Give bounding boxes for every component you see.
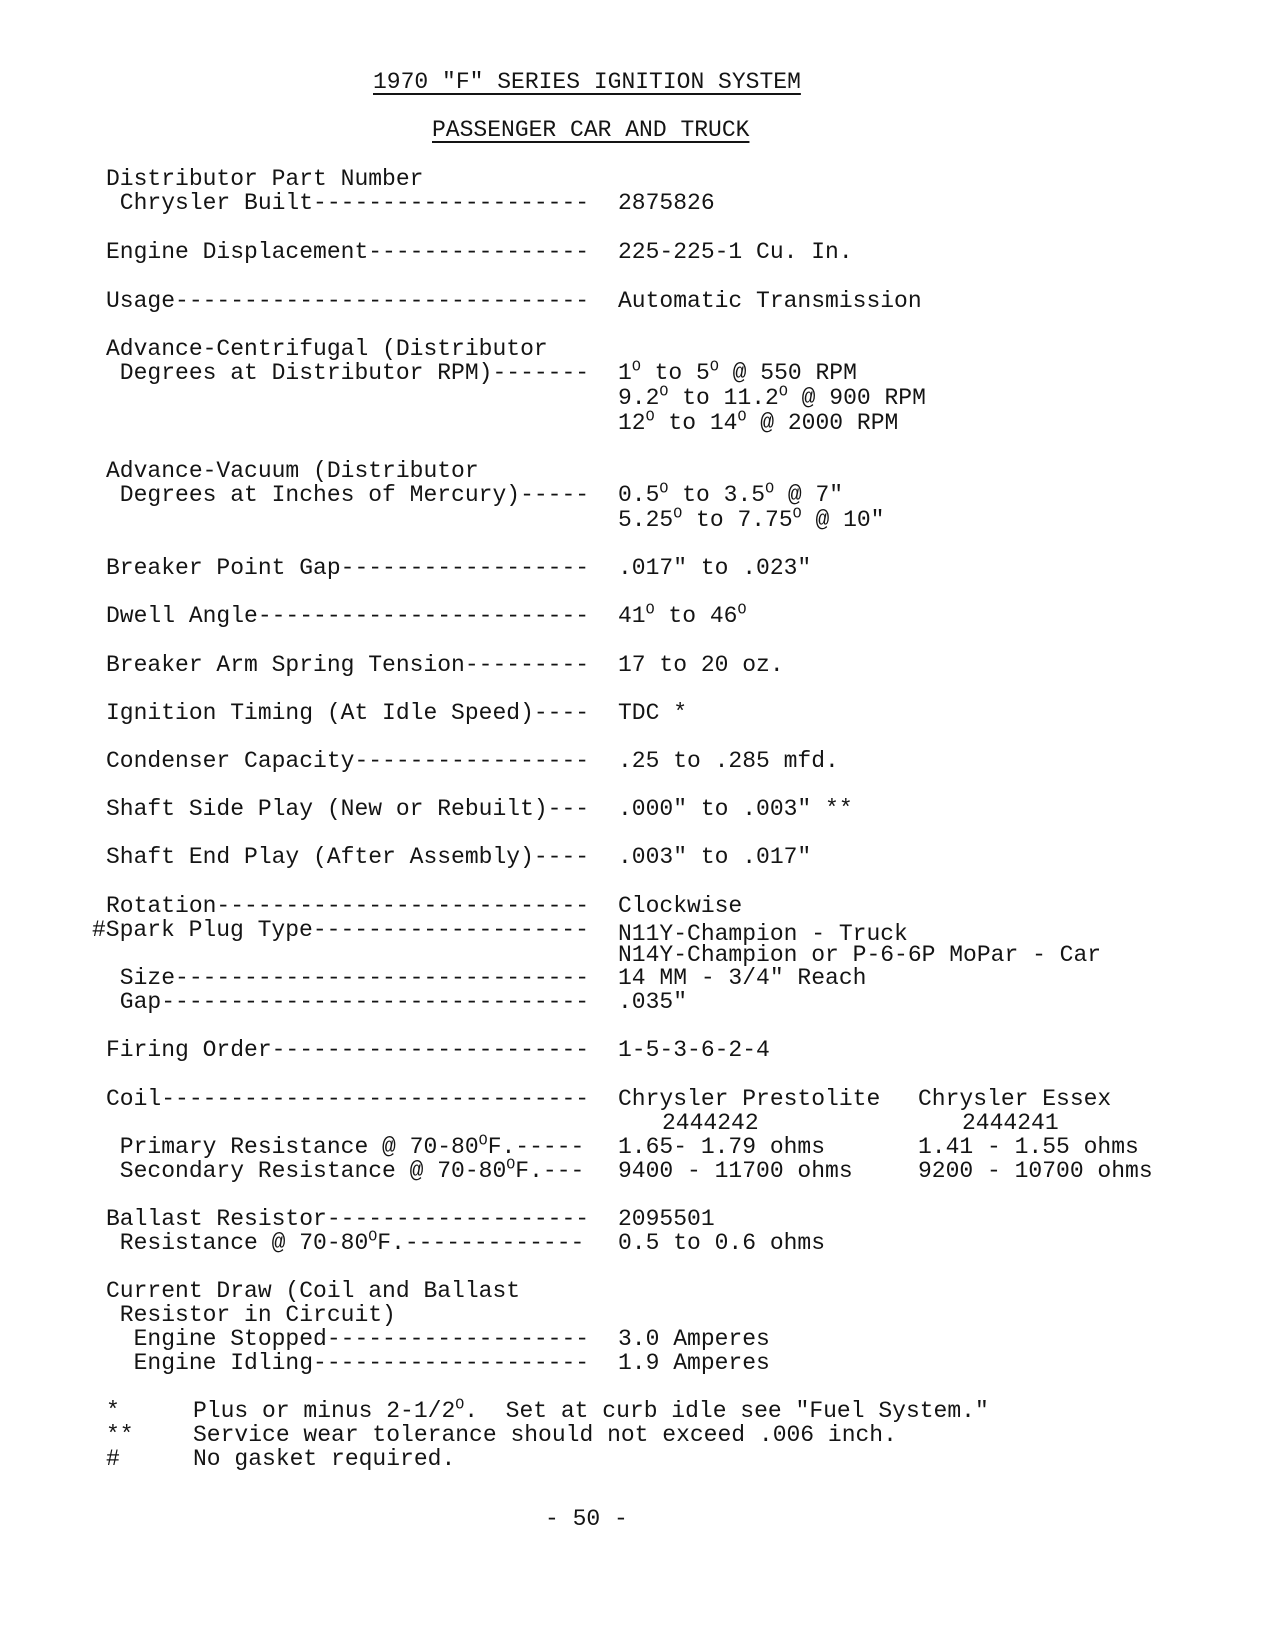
condenser-label: Condenser Capacity----------------- — [106, 748, 590, 774]
plug-gap-value: .035" — [618, 989, 688, 1015]
distributor-value: 2875826 — [618, 190, 715, 216]
breaker-gap-value: .017" to .023" — [618, 555, 812, 581]
secondary-resistance-label: Secondary Resistance @ $70-80^OF.---$ — [106, 1156, 585, 1184]
rotation-label: Rotation--------------------------- — [106, 893, 590, 919]
footnote-3-mark: # — [106, 1446, 120, 1472]
advance-vacuum-sub-label: Degrees at Inches of Mercury)----- — [106, 482, 590, 508]
current-draw-label: Current Draw (Coil and Ballast — [106, 1278, 521, 1304]
page-title: 1970 "F" SERIES IGNITION SYSTEM — [373, 69, 801, 95]
ballast-resistance-label: Resistance @ $70-80^OF.-------------$ — [106, 1228, 585, 1256]
usage-value: Automatic Transmission — [618, 288, 922, 314]
spring-tension-label: Breaker Arm Spring Tension--------- — [106, 652, 590, 678]
firing-order-value: 1-5-3-6-2-4 — [618, 1037, 770, 1063]
advance-centrifugal-value-1: $1^O$ to $5^O$ @ 550 RPM — [618, 358, 857, 386]
condenser-value: .25 to .285 mfd. — [618, 748, 839, 774]
secondary-resistance-value-essex: 9200 - 10700 ohms — [918, 1158, 1153, 1184]
distributor-sub-label: Chrysler Built-------------------- — [106, 190, 590, 216]
ballast-resistance-value: 0.5 to 0.6 ohms — [618, 1230, 826, 1256]
end-play-label: Shaft End Play (After Assembly)---- — [106, 844, 590, 870]
distributor-label: Distributor Part Number — [106, 166, 424, 192]
plug-size-value: 14 MM - 3/4" Reach — [618, 965, 867, 991]
primary-resistance-label: Primary Resistance @ $70-80^OF.-----$ — [106, 1132, 585, 1160]
spark-plug-value-truck: N11Y-Champion - Truck — [618, 921, 908, 947]
spring-tension-value: 17 to 20 oz. — [618, 652, 784, 678]
plug-size-label: Size------------------------------ — [106, 965, 590, 991]
footnote-1-mark: * — [106, 1398, 120, 1424]
spark-plug-value-car: N14Y-Champion or P-6-6P MoPar - Car — [618, 942, 1102, 968]
side-play-label: Shaft Side Play (New or Rebuilt)--- — [106, 796, 590, 822]
advance-centrifugal-sub-label: Degrees at Distributor RPM)------- — [106, 360, 590, 386]
advance-centrifugal-label: Advance-Centrifugal (Distributor — [106, 336, 548, 362]
breaker-gap-label: Breaker Point Gap------------------ — [106, 555, 590, 581]
usage-label: Usage------------------------------ — [106, 288, 590, 314]
engine-idling-label: Engine Idling-------------------- — [106, 1350, 590, 1376]
ballast-label: Ballast Resistor------------------- — [106, 1206, 590, 1232]
primary-resistance-value-prestolite: 1.65- 1.79 ohms — [618, 1134, 826, 1160]
dwell-angle-value: $41^O$ to $46^O$ — [618, 601, 747, 629]
current-draw-sub-label: Resistor in Circuit) — [106, 1302, 396, 1328]
coil-prestolite-number: 2444242 — [662, 1110, 759, 1136]
advance-centrifugal-value-2: $9.2^O$ to $11.2^O$ @ 900 RPM — [618, 383, 926, 411]
advance-vacuum-value-2: $5.25^O$ to $7.75^O$ @ 10" — [618, 505, 885, 533]
ignition-timing-label: Ignition Timing (At Idle Speed)---- — [106, 700, 590, 726]
page-number: - 50 - — [545, 1506, 628, 1532]
footnote-3-text: No gasket required. — [193, 1446, 456, 1472]
secondary-resistance-value-prestolite: 9400 - 11700 ohms — [618, 1158, 853, 1184]
rotation-value: Clockwise — [618, 893, 743, 919]
ignition-timing-value: TDC * — [618, 700, 688, 726]
advance-centrifugal-value-3: $12^O$ to $14^O$ @ 2000 RPM — [618, 408, 899, 436]
footnote-2-mark: ** — [106, 1422, 134, 1448]
engine-stopped-label: Engine Stopped------------------- — [106, 1326, 590, 1352]
plug-gap-label: Gap------------------------------- — [106, 989, 590, 1015]
coil-essex-number: 2444241 — [962, 1110, 1059, 1136]
engine-stopped-value: 3.0 Amperes — [618, 1326, 770, 1352]
page-subtitle: PASSENGER CAR AND TRUCK — [432, 117, 750, 143]
side-play-value: .000" to .003" ** — [618, 796, 853, 822]
spark-plug-label: #Spark Plug Type-------------------- — [92, 917, 589, 943]
footnote-2-text: Service wear tolerance should not exceed .006 inch. — [193, 1422, 897, 1448]
ballast-value: 2095501 — [618, 1206, 715, 1232]
primary-resistance-value-essex: 1.41 - 1.55 ohms — [918, 1134, 1139, 1160]
advance-vacuum-label: Advance-Vacuum (Distributor — [106, 458, 479, 484]
coil-essex-name: Chrysler Essex — [918, 1086, 1112, 1112]
displacement-value: 225-225-1 Cu. In. — [618, 239, 853, 265]
dwell-angle-label: Dwell Angle------------------------ — [106, 603, 590, 629]
displacement-label: Engine Displacement---------------- — [106, 239, 590, 265]
advance-vacuum-value-1: $0.5^O$ to $3.5^O$ @ 7" — [618, 480, 844, 508]
footnote-1-text: Plus or minus $2-1/2^O$. Set at curb idle see "Fuel System." — [193, 1396, 989, 1424]
end-play-value: .003" to .017" — [618, 844, 812, 870]
firing-order-label: Firing Order----------------------- — [106, 1037, 590, 1063]
engine-idling-value: 1.9 Amperes — [618, 1350, 770, 1376]
coil-label: Coil------------------------------- — [106, 1086, 590, 1112]
coil-prestolite-name: Chrysler Prestolite — [618, 1086, 881, 1112]
